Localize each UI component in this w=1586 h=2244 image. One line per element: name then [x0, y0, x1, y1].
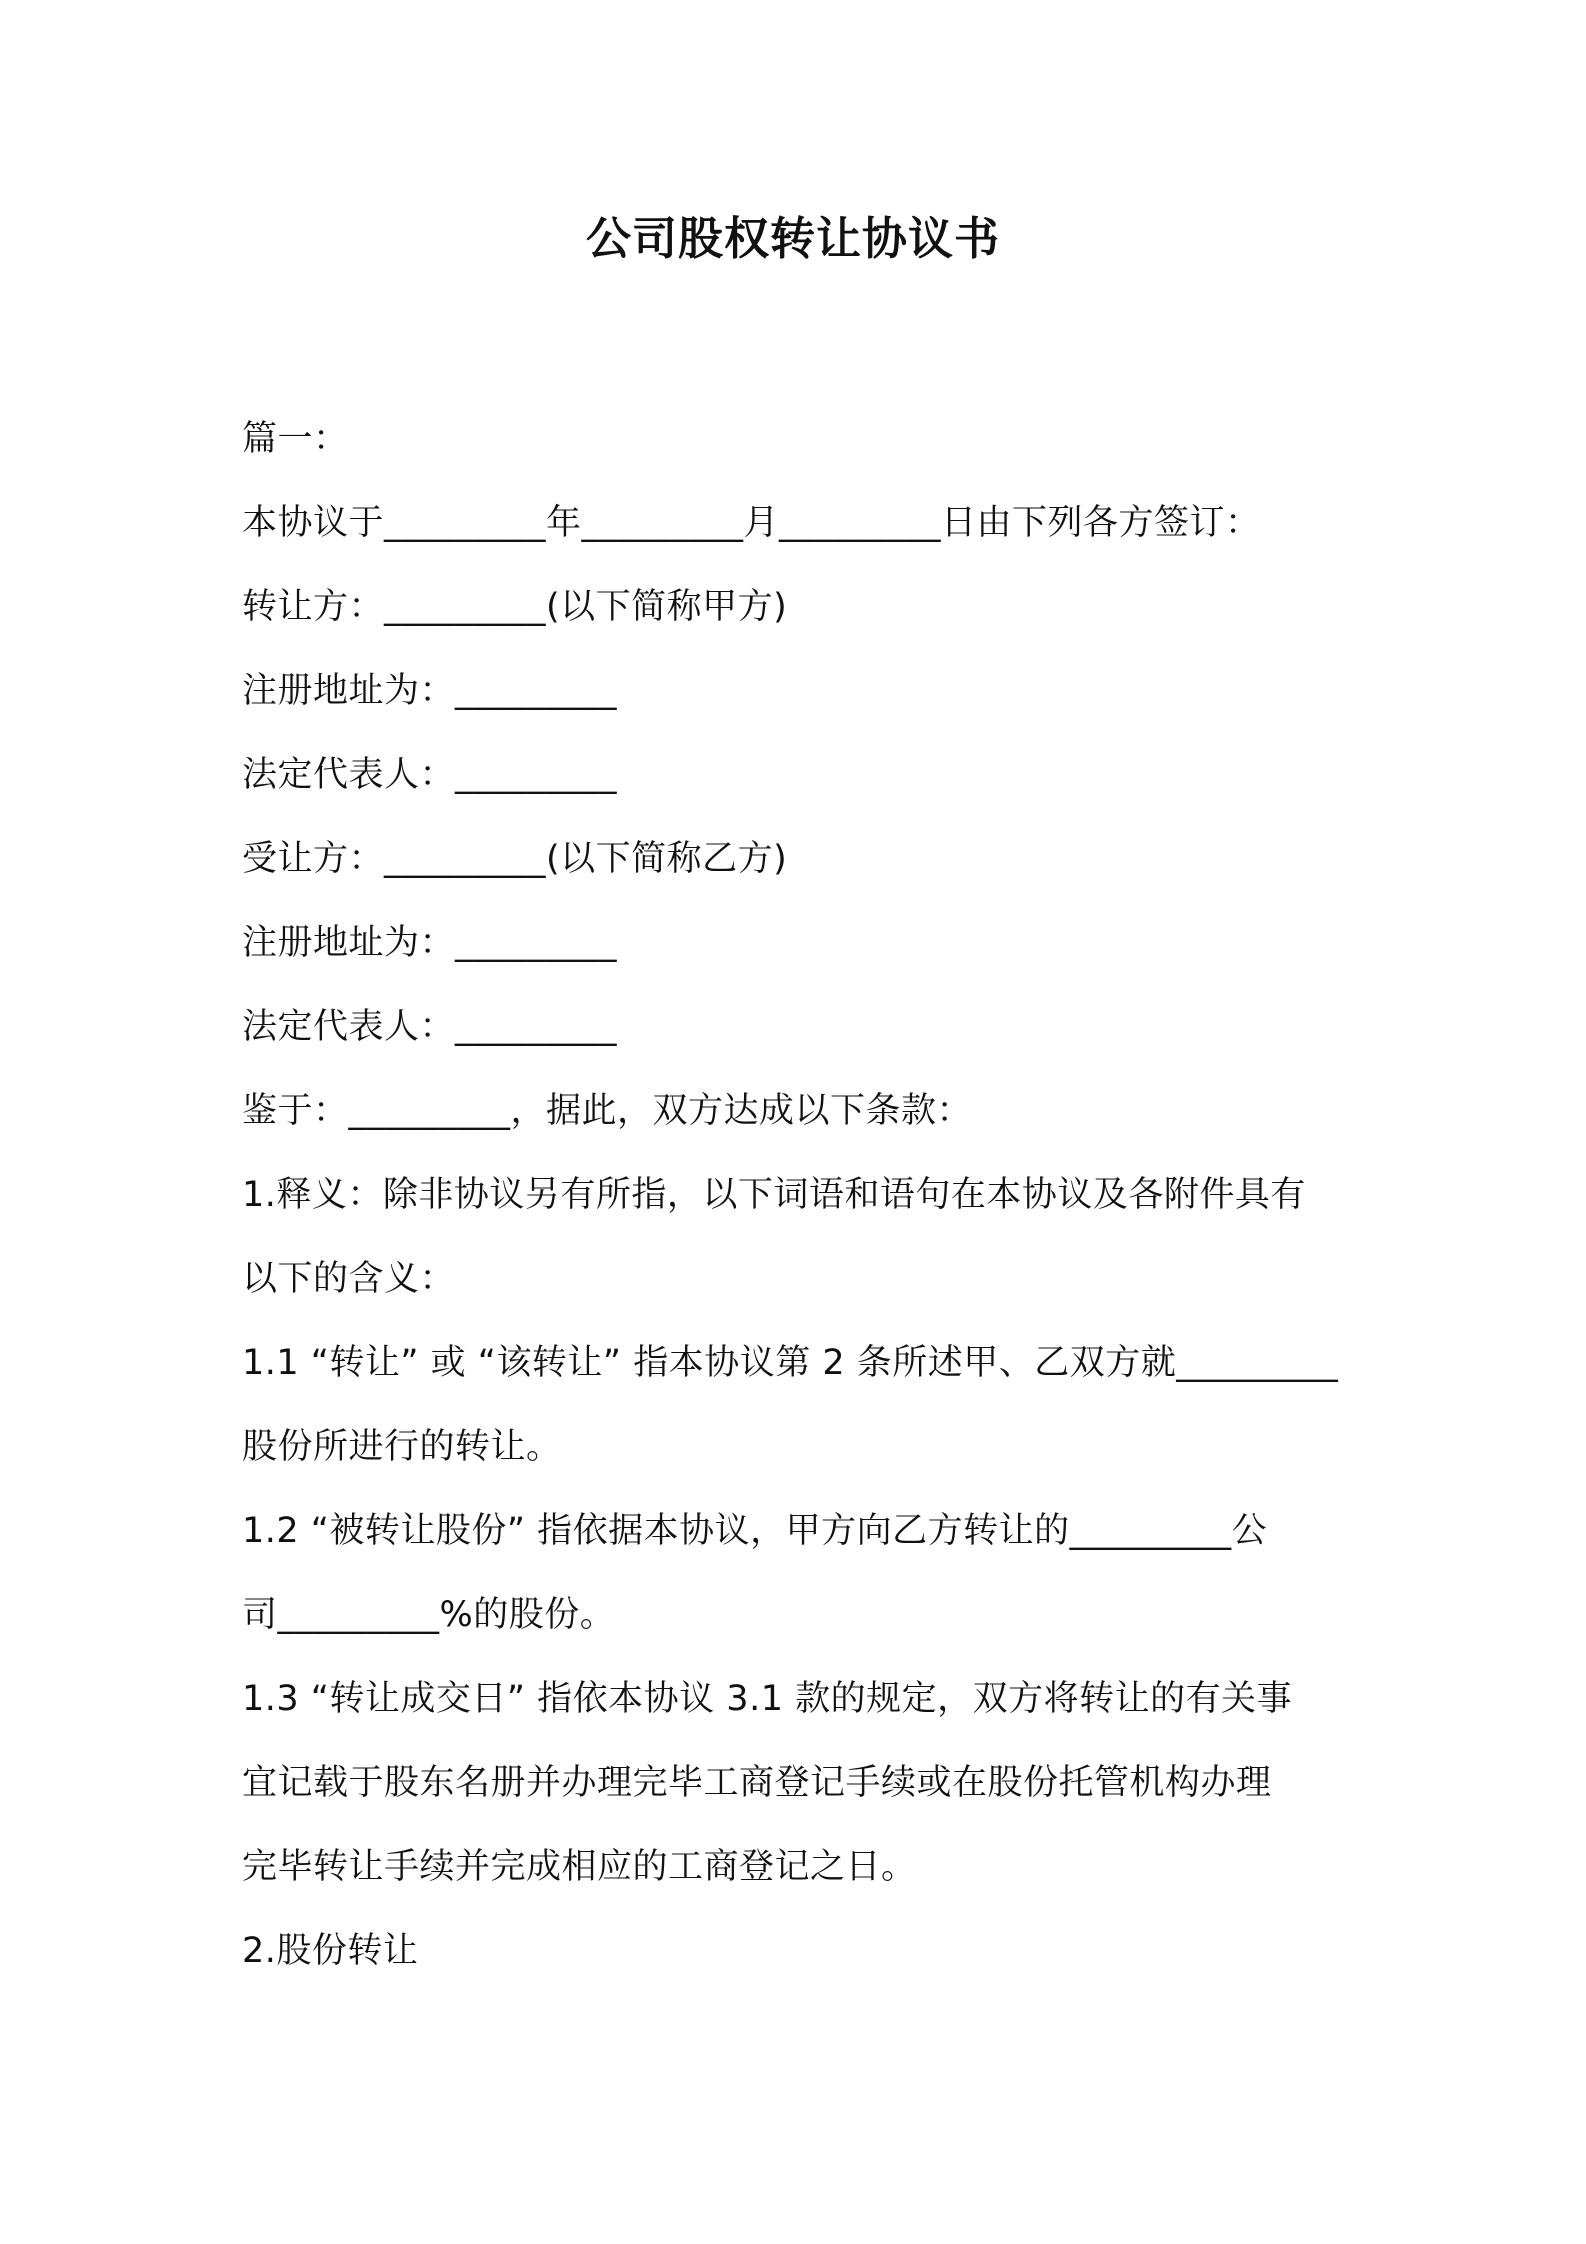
paragraph-line: 受让方：_________(以下简称乙方)	[242, 839, 788, 879]
paragraph-line: 注册地址为：_________	[242, 671, 618, 711]
section-heading: 2.股份转让	[242, 1931, 419, 1971]
paragraph-line: 法定代表人：_________	[242, 755, 618, 795]
paragraph-line: 1.1 “转让” 或 “该转让” 指本协议第 2 条所述甲、乙双方就_________	[242, 1343, 1339, 1383]
document-title: 公司股权转让协议书	[585, 212, 1000, 265]
paragraph-line: 以下的含义：	[242, 1259, 456, 1299]
paragraph-line: 鉴于：_________，据此，双方达成以下条款：	[242, 1091, 973, 1131]
paragraph-line: 转让方：_________(以下简称甲方)	[242, 587, 788, 627]
paragraph-line: 股份所进行的转让。	[242, 1427, 562, 1467]
paragraph-line: 注册地址为：_________	[242, 923, 618, 963]
paragraph-line: 1.2 “被转让股份” 指依据本协议，甲方向乙方转让的_________公	[242, 1511, 1268, 1551]
section-heading: 篇一：	[242, 419, 349, 459]
paragraph-line: 宜记载于股东名册并办理完毕工商登记手续或在股份托管机构办理	[242, 1763, 1272, 1803]
paragraph-line: 1.释义：除非协议另有所指，以下词语和语句在本协议及各附件具有	[242, 1175, 1306, 1215]
document-body	[242, 408, 1362, 2004]
paragraph-line: 法定代表人：_________	[242, 1007, 618, 1047]
paragraph-line: 本协议于_________年_________月_________日由下列各方签订：	[242, 503, 1261, 543]
paragraph-line: 完毕转让手续并完成相应的工商登记之日。	[242, 1847, 917, 1887]
paragraph-line: 司_________%的股份。	[242, 1595, 616, 1635]
paragraph-line: 1.3 “转让成交日” 指依本协议 3.1 款的规定，双方将转让的有关事	[242, 1679, 1293, 1719]
